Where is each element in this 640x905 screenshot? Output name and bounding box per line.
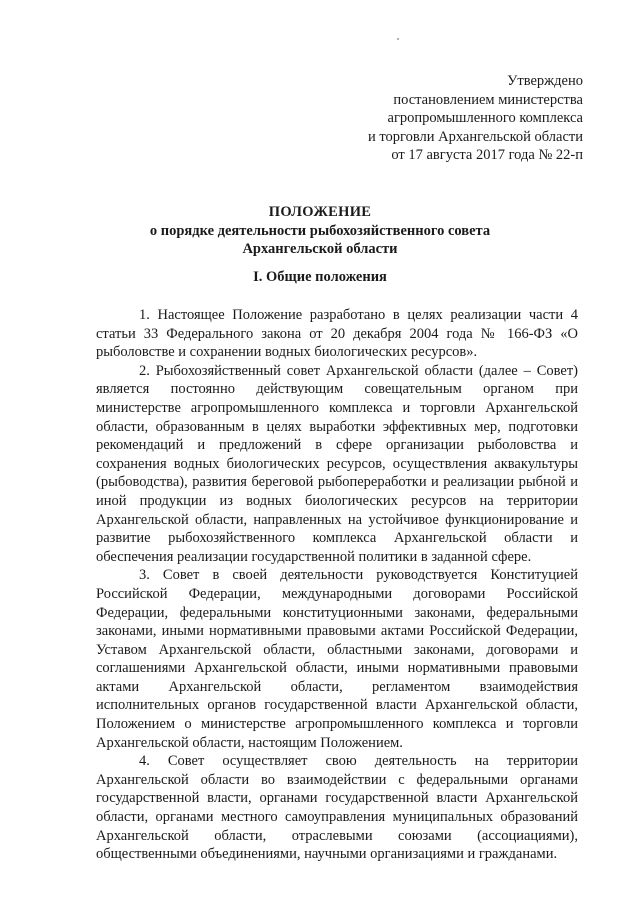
approval-line-5: от 17 августа 2017 года № 22-п (391, 147, 583, 163)
paragraph-3: 3. Совет в своей деятельности руководствуется Конституцией Российской Федерации, международными договорами Российской Федерации, федеральными конституционными законами, федеральными законами, иными нормативными правовыми актами Российской Федерации, Уставом Архангельской области, областными законами, договорами и соглашениями Архангельской области, иными нормативными правовыми актами Архангельской области, регламентом взаимодействия исполнительных органов государственной власти Архангельской области, Положением о министерстве агропромышленного комплекса и торговли Архангельской области, настоящим Положением. (96, 567, 578, 751)
paragraph-2: 2. Рыбохозяйственный совет Архангельской области (далее – Совет) является постоянно действующим совещательным органом при министерстве агропромышленного комплекса и торговли Архангельской области, образованным в целях выработки эффективных мер, подготовки рекомендаций и предложений в сфере организации рыболовства и сохранения водных биологических ресурсов, осуществления аквакультуры (рыбоводства), развития береговой рыбопереработки и реализации рыбной и иной продукции из водных биологических ресурсов на территории Архангельской области, направленных на устойчивое функционирование и развитие рыбохозяйственного комплекса Архангельской области и обеспечения реализации государственной политики в заданной сфере. (96, 362, 578, 565)
document-title (0, 203, 640, 259)
approval-line-4: и торговли Архангельской области (367, 128, 583, 145)
title-line-3: Архангельской области (242, 241, 398, 257)
title-line-1: ПОЛОЖЕНИЕ (268, 204, 372, 220)
approval-line-3: агропромышленного комплекса (387, 110, 583, 126)
approval-stamp (368, 72, 583, 165)
approval-line-1: Утверждено (507, 73, 583, 89)
approval-line-2: постановлением министерства (393, 91, 583, 108)
title-line-2: о порядке деятельности рыбохозяйственного совета (149, 222, 491, 239)
body-text (96, 306, 578, 864)
paragraph-4: 4. Совет осуществляет свою деятельность на территории Архангельской области во взаимодействии с федеральными органами государственной власти, органами государственной власти Архангельской области, органами местного самоуправления муниципальных образований Архангельской области, отраслевыми союзами (ассоциациями), общественными объединениями, научными организациями и гражданами. (96, 753, 578, 863)
scan-speck (397, 38, 399, 40)
paragraph-1: 1. Настоящее Положение разработано в целях реализации части 4 статьи 33 Федерального закона от 20 декабря 2004 года № 166-ФЗ «О рыболовстве и сохранении водных биологических ресурсов». (96, 307, 578, 361)
section-heading: I. Общие положения (253, 269, 387, 285)
